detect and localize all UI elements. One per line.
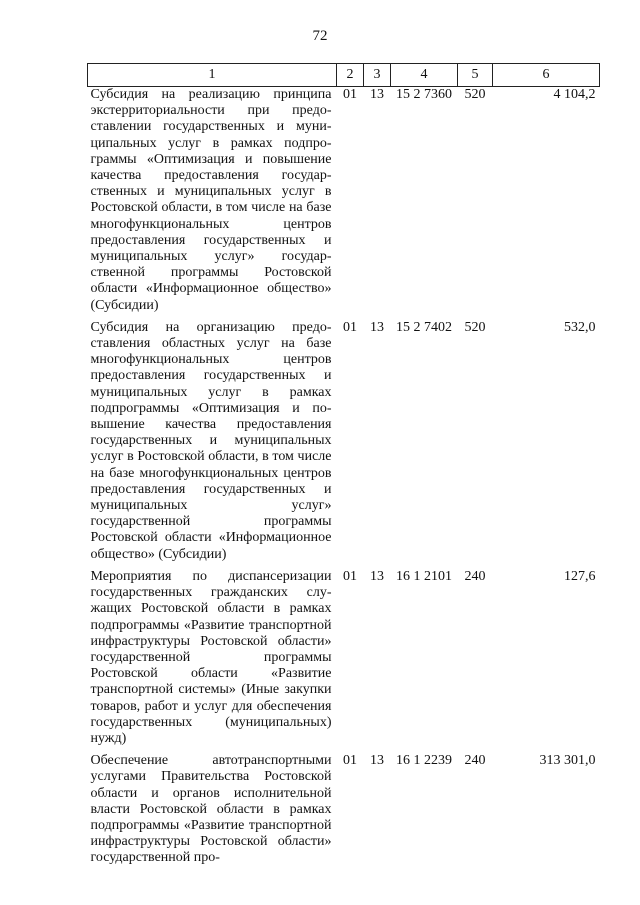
- row-target-article: 16 1 2239: [396, 753, 452, 769]
- table-row: [88, 87, 600, 320]
- row-expense-type: 520: [464, 87, 486, 102]
- table-header: [88, 64, 600, 87]
- row-section-code: 01: [343, 319, 357, 335]
- header-cell: 3: [364, 64, 391, 87]
- row-subsection-code: 13: [370, 753, 384, 769]
- row-expense-type: 240: [464, 753, 486, 769]
- table-row: [88, 320, 600, 569]
- page-number: 72: [312, 28, 328, 44]
- table-row: [88, 753, 600, 872]
- row-amount: 313 301,0: [539, 753, 596, 769]
- header-row: [88, 64, 600, 87]
- header-cell: 5: [458, 64, 493, 87]
- header-cell: 4: [391, 64, 458, 87]
- row-amount: 4 104,2: [553, 87, 596, 102]
- row-target-article: 15 2 7402: [396, 319, 452, 335]
- header-cell: 1: [88, 64, 337, 87]
- row-description: Субсидия на организацию предоставления областных услуг на базе многофункциональных центров предоставления государственных и муниципальных услуг в рамках подпрограммы «Оптимизация и повышение качества предоставления государственных и муниципальных услуг в Ростовской области, в том числе на базе многофункциональных центров предоставления государственных и муниципальных услуг» государственной программы Ростовской области «Информационное общество» (Субсидии): [90, 319, 332, 562]
- row-amount: 127,6: [564, 568, 596, 584]
- row-subsection-code: 13: [370, 568, 384, 584]
- row-expense-type: 520: [464, 319, 486, 335]
- row-subsection-code: 13: [370, 87, 384, 102]
- row-description: Обеспечение автотранспортными услугами Правительства Ростовской области и органов исполнительной власти Ростовской области в рамках подпрограммы «Развитие транспортной инфраструктуры Ростовской области» государственной про-: [90, 753, 332, 866]
- header-cell: 6: [493, 64, 600, 87]
- row-section-code: 01: [343, 568, 357, 584]
- row-section-code: 01: [343, 87, 357, 102]
- table-body: [88, 87, 600, 873]
- row-section-code: 01: [343, 753, 357, 769]
- table-row: [88, 569, 600, 753]
- row-description: Мероприятия по диспансеризации государственных гражданских служащих Ростовской области в рамках подпрограммы «Развитие транспортной инфраструктуры Ростовской области» государственной программы Ростовской области «Развитие транспортной системы» (Иные закупки товаров, работ и услуг для обеспечения государственных (муниципальных) нужд): [90, 568, 332, 746]
- row-description: Субсидия на реализацию принципа экстерриториальности при предоставлении государственных и муниципальных услуг в рамках подпрограммы «Оптимизация и повышение качества предоставления государственных и муниципальных услуг в Ростовской области, в том числе на базе многофункциональных центров предоставления государственных и муниципальных услуг» государственной программы Ростовской области «Информационное общество» (Субсидии): [90, 87, 332, 313]
- header-cell: 2: [337, 64, 364, 87]
- row-expense-type: 240: [464, 568, 486, 584]
- row-target-article: 16 1 2101: [396, 568, 452, 584]
- row-amount: 532,0: [564, 319, 596, 335]
- budget-table: [87, 63, 600, 873]
- row-subsection-code: 13: [370, 319, 384, 335]
- row-target-article: 15 2 7360: [396, 87, 452, 102]
